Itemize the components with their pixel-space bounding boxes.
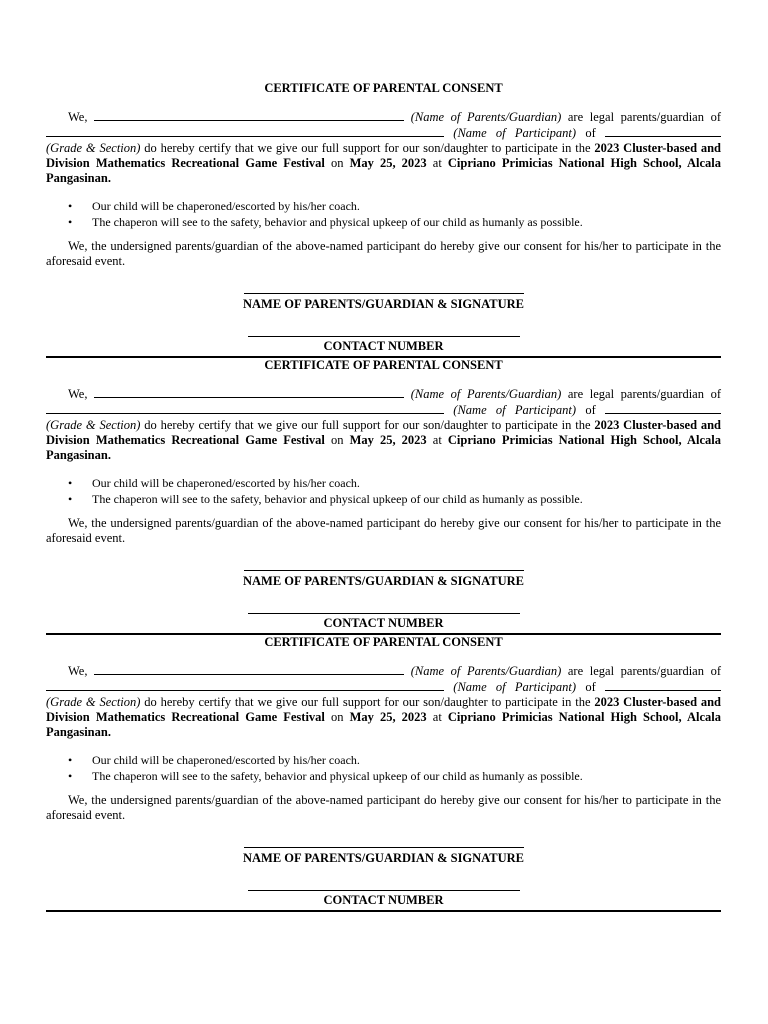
condition-item xyxy=(46,769,721,785)
parents-name-hint: (Name of Parents/Guardian) xyxy=(410,664,562,678)
condition-text: Our child will be chaperoned/escorted by his/her coach. xyxy=(92,753,360,767)
of-text: of xyxy=(585,680,596,694)
contact-number-label: CONTACT NUMBER xyxy=(323,616,444,630)
signature-label: NAME OF PARENTS/GUARDIAN & SIGNATURE xyxy=(242,851,525,865)
event-date: May 25, 2023 xyxy=(349,710,427,724)
consent-certificate-3 xyxy=(46,635,721,917)
we-text: We, xyxy=(68,387,88,401)
consent-paragraph xyxy=(46,516,721,546)
condition-text: The chaperon will see to the safety, behavior and physical upkeep of our child as humanly as possible. xyxy=(92,491,583,506)
certify-text: do hereby certify that we give our full support for our son/daughter to participate in the xyxy=(140,141,595,155)
legal-text: are legal parents/guardian of xyxy=(561,664,722,678)
bullet-icon: • xyxy=(68,199,73,213)
on-text: on xyxy=(324,433,350,447)
parents-name-blank[interactable] xyxy=(94,386,404,398)
condition-text: Our child will be chaperoned/escorted by his/her coach. xyxy=(92,199,360,213)
event-venue: Cipriano Primicias National High School, Alcala Pangasinan. xyxy=(46,156,722,185)
condition-text: The chaperon will see to the safety, behavior and physical upkeep of our child as humanly as possible. xyxy=(92,768,583,783)
conditions-list xyxy=(46,476,721,507)
contact-number-blank[interactable] xyxy=(248,336,520,337)
signature-blank[interactable] xyxy=(244,293,524,294)
event-venue: Cipriano Primicias National High School, Alcala Pangasinan. xyxy=(46,433,722,462)
signature-blank[interactable] xyxy=(244,847,524,848)
of-text: of xyxy=(585,403,596,417)
event-name: 2023 Cluster-based and Division Mathematics Recreational Game Festival xyxy=(46,418,722,447)
parents-name-blank[interactable] xyxy=(94,663,404,675)
certificate-title: CERTIFICATE OF PARENTAL CONSENT xyxy=(264,358,503,372)
signature-blank[interactable] xyxy=(244,570,524,571)
parents-name-hint: (Name of Parents/Guardian) xyxy=(410,387,562,401)
signature-label: NAME OF PARENTS/GUARDIAN & SIGNATURE xyxy=(242,574,525,588)
consent-paragraph xyxy=(46,239,721,269)
legal-text: are legal parents/guardian of xyxy=(561,387,722,401)
certification-paragraph xyxy=(46,663,721,740)
participant-name-blank[interactable] xyxy=(46,679,444,691)
contact-number-label: CONTACT NUMBER xyxy=(323,339,444,353)
grade-section-hint: (Grade & Section) xyxy=(46,695,141,709)
we-text: We, xyxy=(68,664,88,678)
condition-text: The chaperon will see to the safety, behavior and physical upkeep of our child as humanly as possible. xyxy=(92,214,583,229)
certification-paragraph xyxy=(46,109,721,186)
conditions-list xyxy=(46,199,721,230)
grade-section-blank[interactable] xyxy=(605,402,721,414)
contact-number-blank[interactable] xyxy=(248,890,520,891)
grade-section-blank[interactable] xyxy=(605,679,721,691)
participant-name-blank[interactable] xyxy=(46,402,444,414)
bullet-icon: • xyxy=(68,768,73,783)
parents-name-hint: (Name of Parents/Guardian) xyxy=(410,110,562,124)
on-text: on xyxy=(324,156,350,170)
event-name: 2023 Cluster-based and Division Mathematics Recreational Game Festival xyxy=(46,141,722,170)
contact-number-blank[interactable] xyxy=(248,613,520,614)
participant-name-hint: (Name of Participant) xyxy=(453,680,577,694)
event-date: May 25, 2023 xyxy=(349,156,427,170)
participant-name-hint: (Name of Participant) xyxy=(453,126,577,140)
legal-text: are legal parents/guardian of xyxy=(561,110,722,124)
condition-item xyxy=(46,753,721,769)
event-name: 2023 Cluster-based and Division Mathematics Recreational Game Festival xyxy=(46,695,722,724)
we-text: We, xyxy=(68,110,88,124)
bullet-icon: • xyxy=(68,214,73,229)
consent-text: We, the undersigned parents/guardian of the above-named participant do hereby give our consent for his/her to participate in the aforesaid event. xyxy=(46,516,721,545)
event-venue: Cipriano Primicias National High School, Alcala Pangasinan. xyxy=(46,710,722,739)
certificate-title: CERTIFICATE OF PARENTAL CONSENT xyxy=(264,635,503,649)
bullet-icon: • xyxy=(68,753,73,767)
parents-name-blank[interactable] xyxy=(94,109,404,121)
event-date: May 25, 2023 xyxy=(349,433,427,447)
contact-number-label: CONTACT NUMBER xyxy=(323,893,444,907)
condition-item xyxy=(46,476,721,492)
condition-item xyxy=(46,492,721,508)
at-text: at xyxy=(426,156,448,170)
consent-paragraph xyxy=(46,793,721,823)
bullet-icon: • xyxy=(68,476,73,490)
bullet-icon: • xyxy=(68,491,73,506)
condition-item xyxy=(46,215,721,231)
certify-text: do hereby certify that we give our full support for our son/daughter to participate in the xyxy=(140,418,595,432)
consent-text: We, the undersigned parents/guardian of the above-named participant do hereby give our consent for his/her to participate in the aforesaid event. xyxy=(46,793,721,822)
at-text: at xyxy=(426,710,448,724)
consent-certificate-1 xyxy=(46,81,721,363)
condition-text: Our child will be chaperoned/escorted by his/her coach. xyxy=(92,476,360,490)
signature-label: NAME OF PARENTS/GUARDIAN & SIGNATURE xyxy=(242,297,525,311)
consent-text: We, the undersigned parents/guardian of the above-named participant do hereby give our consent for his/her to participate in the aforesaid event. xyxy=(46,239,721,268)
consent-certificate-2 xyxy=(46,358,721,640)
condition-item xyxy=(46,199,721,215)
grade-section-hint: (Grade & Section) xyxy=(46,141,141,155)
of-text: of xyxy=(585,126,596,140)
grade-section-blank[interactable] xyxy=(605,125,721,137)
conditions-list xyxy=(46,753,721,784)
certification-paragraph xyxy=(46,386,721,463)
section-divider xyxy=(46,910,721,912)
participant-name-hint: (Name of Participant) xyxy=(453,403,577,417)
grade-section-hint: (Grade & Section) xyxy=(46,418,141,432)
certify-text: do hereby certify that we give our full support for our son/daughter to participate in the xyxy=(140,695,595,709)
at-text: at xyxy=(426,433,448,447)
participant-name-blank[interactable] xyxy=(46,125,444,137)
on-text: on xyxy=(324,710,350,724)
certificate-title: CERTIFICATE OF PARENTAL CONSENT xyxy=(264,81,503,95)
